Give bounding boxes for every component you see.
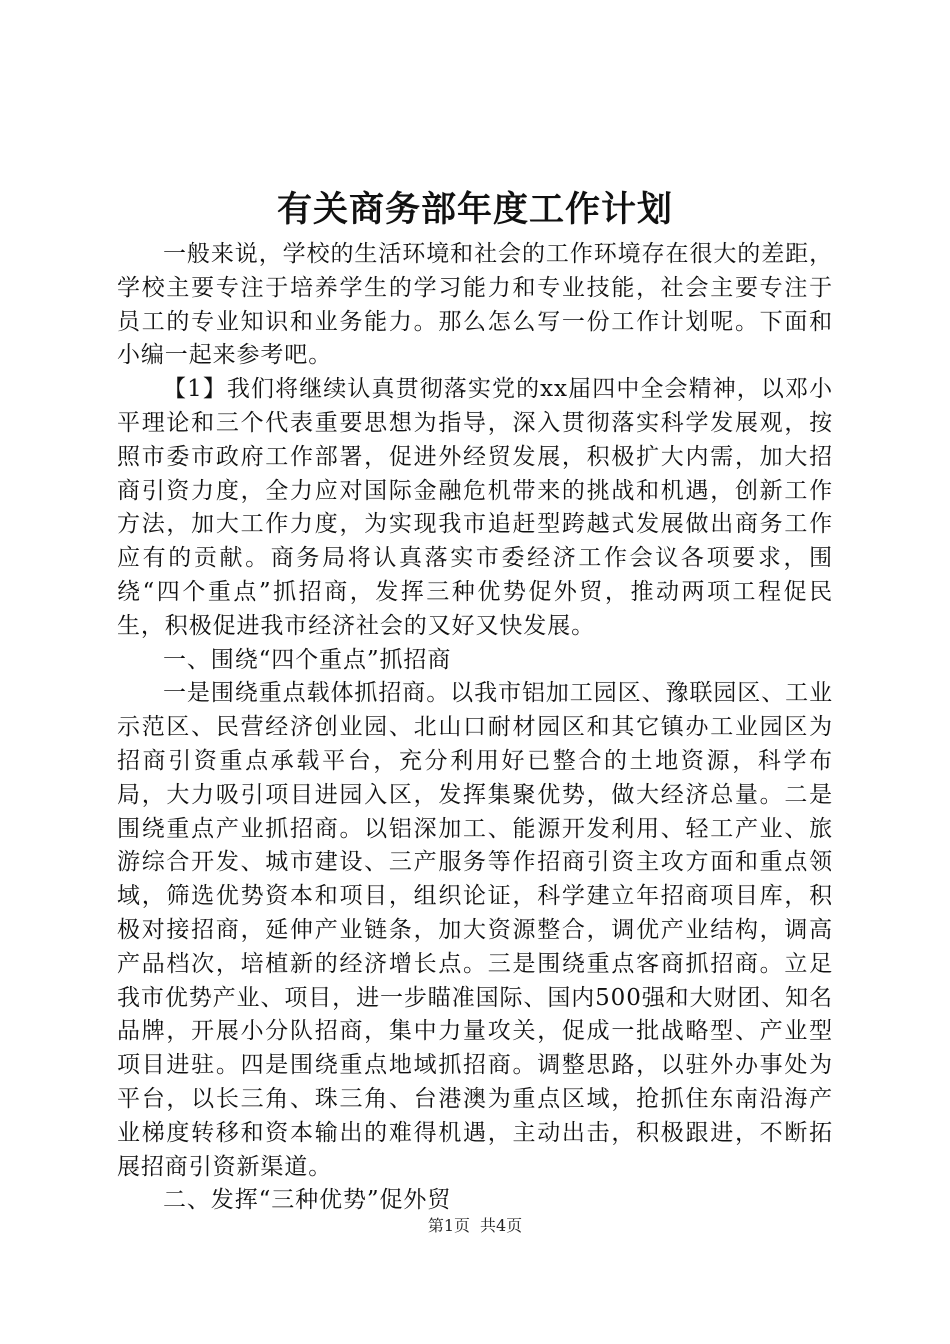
section-1-paragraph: 【1】我们将继续认真贯彻落实党的xx届四中全会精神，以邓小平理论和三个代表重要思想为指导，深入贯彻落实科学发展观，按照市委市政府工作部署，促进外经贸发展，积极扩大内需，加大招商引资力度，全力应对国际金融危机带来的挑战和机遇，创新工作方法，加大工作力度，为实现我市追赶型跨越式发展做出商务工作应有的贡献。商务局将认真落实市委经济工作会议各项要求，围绕“四个重点”抓招商，发挥三种优势促外贸，推动两项工程促民生，积极促进我市经济社会的又好又快发展。 (117, 376, 833, 639)
heading-investment: 一、围绕“四个重点”抓招商 (163, 646, 452, 673)
page-number: 第1页 (427, 1216, 470, 1235)
investment-paragraph: 一是围绕重点载体抓招商。以我市铝加工园区、豫联园区、工业示范区、民营经济创业园、北山口耐材园区和其它镇办工业园区为招商引资重点承载平台，充分利用好已整合的土地资源，科学布局，大力吸引项目进园入区，发挥集聚优势，做大经济总量。二是围绕重点产业抓招商。以铝深加工、能源开发利用、轻工产业、旅游综合开发、城市建设、三产服务等作招商引资主攻方面和重点领域，筛选优势资本和项目，组织论证，科学建立年招商项目库，积极对接招商，延伸产业链条，加大资源整合，调优产业结构，调高产品档次，培植新的经济增长点。三是围绕重点客商抓招商。立足我市优势产业、项目，进一步瞄准国际、国内500强和大财团、知名品牌，开展小分队招商，集中力量攻关，促成一批战略型、产业型项目进驻。四是围绕重点地域抓招商。调整思路，以驻外办事处为平台，以长三角、珠三角、台港澳为重点区域，抢抓住东南沿海产业梯度转移和资本输出的难得机遇，主动出击，积极跟进，不断拓展招商引资新渠道。 (117, 680, 833, 1180)
intro-paragraph: 一般来说，学校的生活环境和社会的工作环境存在很大的差距，学校主要专注于培养学生的学习能力和专业技能，社会主要专注于员工的专业知识和业务能力。那么怎么写一份工作计划呢。下面和小编一起来参考吧。 (117, 241, 833, 369)
document-body (117, 238, 833, 1218)
document-title: 有关商务部年度工作计划 (276, 189, 673, 230)
heading-foreign-trade: 二、发挥“三种优势”促外贸 (163, 1187, 452, 1214)
page-total: 共4页 (480, 1216, 523, 1235)
page-footer (0, 1214, 950, 1238)
